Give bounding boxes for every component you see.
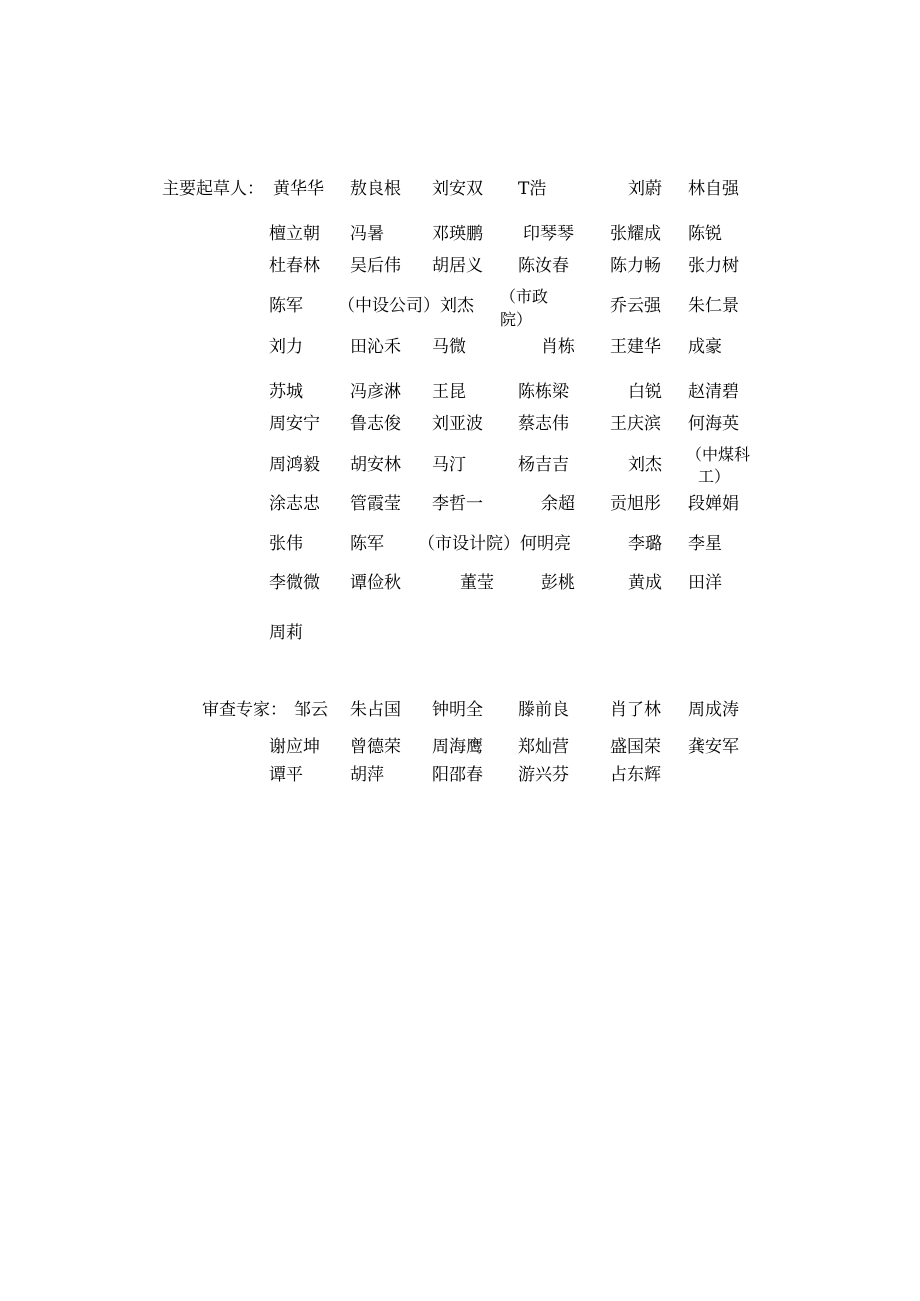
drafter-name: 余超 — [541, 494, 575, 514]
drafter-name: 田沁禾 — [350, 337, 401, 357]
drafter-affiliation: （市政 — [500, 287, 549, 306]
reviewer-name: 钟明全 — [432, 700, 483, 720]
drafter-name: 肖栋 — [541, 337, 575, 357]
reviewer-name: 龚安军 — [688, 737, 739, 757]
drafter-name: 刘安双 — [432, 179, 483, 199]
drafter-name: 冯暑 — [350, 224, 384, 244]
reviewer-name: 周成涛 — [688, 700, 739, 720]
drafter-name: 陈汝春 — [518, 256, 569, 276]
drafter-name: 胡安林 — [350, 455, 401, 475]
drafter-name: 刘杰 — [628, 455, 662, 475]
reviewer-name: 占东辉 — [610, 765, 661, 785]
drafter-name: 赵清碧 — [688, 382, 739, 402]
reviewer-name: 曾德荣 — [350, 737, 401, 757]
reviewer-name: 邹云 — [294, 700, 328, 720]
reviewer-name: 谭平 — [269, 765, 303, 785]
drafter-name: 王昆 — [432, 382, 466, 402]
reviewer-name: 游兴芬 — [518, 765, 569, 785]
reviewer-name: 朱占国 — [350, 700, 401, 720]
drafter-name: 李璐 — [628, 534, 662, 554]
drafter-name: 陈军 — [269, 296, 303, 316]
drafter-name: 冯彦淋 — [350, 382, 401, 402]
drafter-affiliation: （中设公司）刘杰 — [338, 296, 474, 316]
reviewer-name: 肖了林 — [610, 700, 661, 720]
drafter-name: 邓瑛鹏 — [432, 224, 483, 244]
drafter-name: 张力树 — [688, 256, 739, 276]
reviewer-name: 阳邵春 — [432, 765, 483, 785]
drafter-name: 黄华华 — [273, 179, 324, 199]
reviewer-name: 谢应坤 — [269, 737, 320, 757]
drafter-name: 刘蔚 — [628, 179, 662, 199]
drafter-name: 成豪 — [688, 337, 722, 357]
drafter-name: 马微 — [432, 337, 466, 357]
drafter-name: 杨吉吉 — [518, 455, 569, 475]
drafter-affiliation: 院） — [500, 310, 533, 329]
reviewer-name: 胡萍 — [350, 765, 384, 785]
drafter-name: 乔云强 — [610, 296, 661, 316]
drafter-name: T浩 — [518, 179, 547, 199]
drafter-name: 李微微 — [269, 573, 320, 593]
drafter-name: 刘力 — [269, 337, 303, 357]
drafter-name: 印琴琴 — [523, 224, 574, 244]
drafter-name: 周鸿毅 — [269, 455, 320, 475]
drafter-name: 段婵娟 — [688, 494, 739, 514]
drafter-name: 敖良根 — [350, 179, 401, 199]
reviewer-name: 滕前良 — [518, 700, 569, 720]
drafter-name: 王建华 — [610, 337, 661, 357]
drafter-name: 黄成 — [628, 573, 662, 593]
drafter-name: 马汀 — [432, 455, 466, 475]
drafter-name: 何海英 — [688, 414, 739, 434]
drafter-name: 田洋 — [688, 573, 722, 593]
drafter-name: 董莹 — [460, 573, 494, 593]
drafter-name: 彭桃 — [541, 573, 575, 593]
drafter-name: 白锐 — [628, 382, 662, 402]
drafter-name: 杜春林 — [269, 256, 320, 276]
drafter-name: 刘亚波 — [432, 414, 483, 434]
drafter-name: 张伟 — [269, 534, 303, 554]
drafter-name: 谭俭秋 — [350, 573, 401, 593]
drafter-name: 陈锐 — [688, 224, 722, 244]
drafter-name: 李星 — [688, 534, 722, 554]
drafter-name: 陈力畅 — [610, 256, 661, 276]
drafter-name: 檀立朝 — [269, 224, 320, 244]
drafter-name: 李哲一 — [432, 494, 483, 514]
drafter-name: 周安宁 — [269, 414, 320, 434]
drafter-name: 朱仁景 — [688, 296, 739, 316]
drafters-label: 主要起草人： — [162, 179, 264, 199]
drafter-name: 王庆滨 — [610, 414, 661, 434]
drafter-affiliation: （市设计院）何明亮 — [418, 534, 571, 554]
drafter-name: 胡居义 — [432, 256, 483, 276]
drafter-name: 鲁志俊 — [350, 414, 401, 434]
drafter-name: 贡旭彤 — [610, 494, 661, 514]
drafter-name: 陈军 — [350, 534, 384, 554]
drafter-name: 陈栋梁 — [518, 382, 569, 402]
drafter-name: 蔡志伟 — [518, 414, 569, 434]
reviewer-name: 郑灿营 — [518, 737, 569, 757]
drafter-name: 管霞莹 — [350, 494, 401, 514]
reviewers-label: 审查专家： — [202, 700, 287, 720]
drafter-name: 周莉 — [269, 623, 303, 643]
reviewer-name: 周海鹰 — [432, 737, 483, 757]
drafter-name: 林自强 — [688, 179, 739, 199]
reviewer-name: 盛国荣 — [610, 737, 661, 757]
drafter-name: 张耀成 — [610, 224, 661, 244]
drafter-name: 吴后伟 — [350, 256, 401, 276]
drafter-affiliation: 工） — [698, 467, 731, 486]
drafter-name: 涂志忠 — [269, 494, 320, 514]
drafter-affiliation: （中煤科 — [686, 445, 751, 464]
drafter-name: 苏城 — [269, 382, 303, 402]
